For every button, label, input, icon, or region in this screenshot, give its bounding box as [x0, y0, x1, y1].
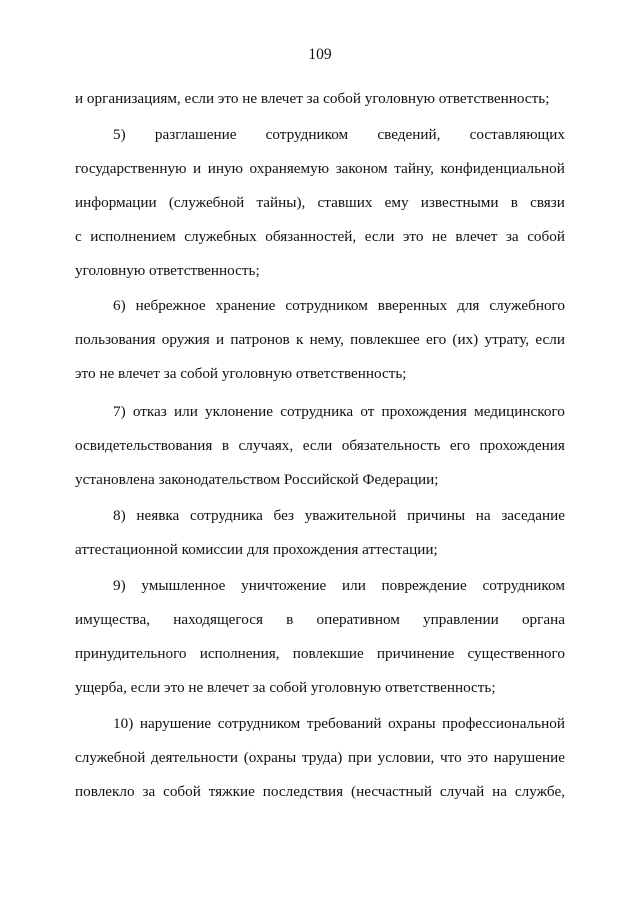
- word: информации: [75, 194, 157, 211]
- word: имущества,: [75, 611, 151, 628]
- word: тайны),: [256, 194, 306, 211]
- word: органа: [521, 611, 565, 628]
- word: на: [492, 783, 508, 800]
- word: на: [475, 507, 491, 524]
- word: управлении: [423, 611, 499, 628]
- word: разглашение: [154, 126, 237, 143]
- page-number: 109: [308, 46, 332, 63]
- text-line: [75, 782, 565, 802]
- word: оперативном: [316, 611, 400, 628]
- word: 6): [113, 297, 126, 314]
- word: (несчастный: [351, 783, 432, 800]
- text-line: [113, 125, 565, 145]
- text-line: [113, 714, 565, 734]
- word: конфиденциальной: [440, 160, 565, 177]
- word: прохождения: [381, 403, 467, 420]
- word: последствия: [262, 783, 344, 800]
- text-line: [75, 748, 565, 768]
- word: причины: [407, 507, 466, 524]
- word: служебных: [184, 228, 257, 245]
- word: (охраны: [243, 749, 297, 766]
- word: патронов: [230, 331, 290, 348]
- word: к: [295, 331, 304, 348]
- word: иную: [207, 160, 243, 177]
- word: медицинского: [474, 403, 565, 420]
- word: хранение: [215, 297, 276, 314]
- word: охраняемую: [249, 160, 330, 177]
- word: от: [360, 403, 375, 420]
- word: сотрудником: [482, 577, 565, 594]
- text-line: установлена законодательством Российской Федерации;: [75, 471, 439, 488]
- word: сотрудника: [280, 403, 354, 420]
- word: сотрудником: [285, 297, 368, 314]
- word: повлекшее: [350, 331, 420, 348]
- word: известными: [420, 194, 499, 211]
- word: сотрудником: [217, 715, 301, 732]
- word: отказ: [132, 403, 167, 420]
- word: существенного: [467, 645, 565, 662]
- word: утрату,: [484, 331, 530, 348]
- word: деятельности: [151, 749, 238, 766]
- word: государственную: [75, 160, 187, 177]
- word: повлекшие: [292, 645, 364, 662]
- word: влечет: [455, 228, 498, 245]
- word: требований: [306, 715, 382, 732]
- word: с: [75, 228, 82, 245]
- word: вверенных: [377, 297, 448, 314]
- word: в: [221, 437, 230, 454]
- word: нарушение: [493, 749, 565, 766]
- word: (их): [452, 331, 479, 348]
- word: 8): [113, 507, 126, 524]
- word: освидетельствования: [75, 437, 213, 454]
- word: если: [302, 437, 333, 454]
- word: случай: [439, 783, 485, 800]
- text-line: ущерба, если это не влечет за собой уголовную ответственность;: [75, 679, 496, 696]
- word: находящегося: [173, 611, 263, 628]
- word: связи: [530, 194, 565, 211]
- text-line: [113, 402, 565, 422]
- word: законом: [335, 160, 388, 177]
- word: 5): [113, 126, 126, 143]
- word: оружия: [161, 331, 210, 348]
- word: уважительной: [304, 507, 397, 524]
- text-line: [75, 610, 565, 630]
- word: тяжкие: [208, 783, 255, 800]
- word: служебной: [75, 749, 146, 766]
- word: повлекло: [75, 783, 135, 800]
- text-line: [113, 296, 565, 316]
- text-line: [75, 227, 565, 247]
- word: или: [341, 577, 366, 594]
- word: при: [348, 749, 372, 766]
- word: профессиональной: [442, 715, 565, 732]
- word: (служебной: [168, 194, 245, 211]
- word: в: [286, 611, 294, 628]
- word: уклонение: [205, 403, 274, 420]
- text-line: [113, 576, 565, 596]
- word: служебного: [489, 297, 565, 314]
- text-line: [75, 436, 565, 456]
- word: уничтожение: [241, 577, 327, 594]
- word: его: [425, 331, 447, 348]
- word: ему: [384, 194, 409, 211]
- text-line: [113, 506, 565, 526]
- text-line: [75, 330, 565, 350]
- word: 7): [113, 403, 126, 420]
- word: в: [510, 194, 518, 211]
- word: тайну,: [394, 160, 434, 177]
- word: если: [364, 228, 395, 245]
- text-line: [75, 159, 565, 179]
- word: или: [173, 403, 198, 420]
- word: обязательность: [341, 437, 441, 454]
- word: неявка: [136, 507, 180, 524]
- word: обязанностей,: [265, 228, 357, 245]
- word: случаях,: [238, 437, 294, 454]
- word: исполнением: [90, 228, 176, 245]
- word: и: [193, 160, 202, 177]
- word: для: [457, 297, 480, 314]
- word: собой: [527, 228, 565, 245]
- word: нарушение: [139, 715, 212, 732]
- word: исполнения,: [199, 645, 280, 662]
- word: его: [449, 437, 471, 454]
- text-line: [75, 644, 565, 664]
- word: службе,: [514, 783, 565, 800]
- word: собой: [163, 783, 201, 800]
- word: небрежное: [135, 297, 206, 314]
- word: заседание: [501, 507, 565, 524]
- word: не: [431, 228, 447, 245]
- word: что: [440, 749, 462, 766]
- word: это: [402, 228, 424, 245]
- word: это: [467, 749, 488, 766]
- word: сотрудником: [265, 126, 349, 143]
- word: 9): [113, 577, 126, 594]
- word: умышленное: [141, 577, 226, 594]
- word: и: [215, 331, 225, 348]
- word: составляющих: [469, 126, 565, 143]
- word: если: [535, 331, 565, 348]
- text-line: аттестационной комиссии для прохождения аттестации;: [75, 541, 438, 558]
- word: за: [142, 783, 156, 800]
- word: сведений,: [377, 126, 441, 143]
- word: 10): [113, 715, 134, 732]
- text-line: уголовную ответственность;: [75, 262, 260, 279]
- word: нему,: [309, 331, 344, 348]
- word: причинение: [376, 645, 455, 662]
- word: охраны: [388, 715, 436, 732]
- word: труда): [301, 749, 343, 766]
- word: повреждение: [381, 577, 467, 594]
- word: ставших: [317, 194, 373, 211]
- word: сотрудника: [189, 507, 263, 524]
- word: прохождения: [479, 437, 565, 454]
- text-line: это не влечет за собой уголовную ответственность;: [75, 365, 407, 382]
- word: условии,: [377, 749, 435, 766]
- text-line: и организациям, если это не влечет за собой уголовную ответственность;: [75, 90, 550, 107]
- word: без: [273, 507, 294, 524]
- text-line: [75, 193, 565, 213]
- word: принудительного: [75, 645, 187, 662]
- word: пользования: [75, 331, 156, 348]
- word: за: [505, 228, 519, 245]
